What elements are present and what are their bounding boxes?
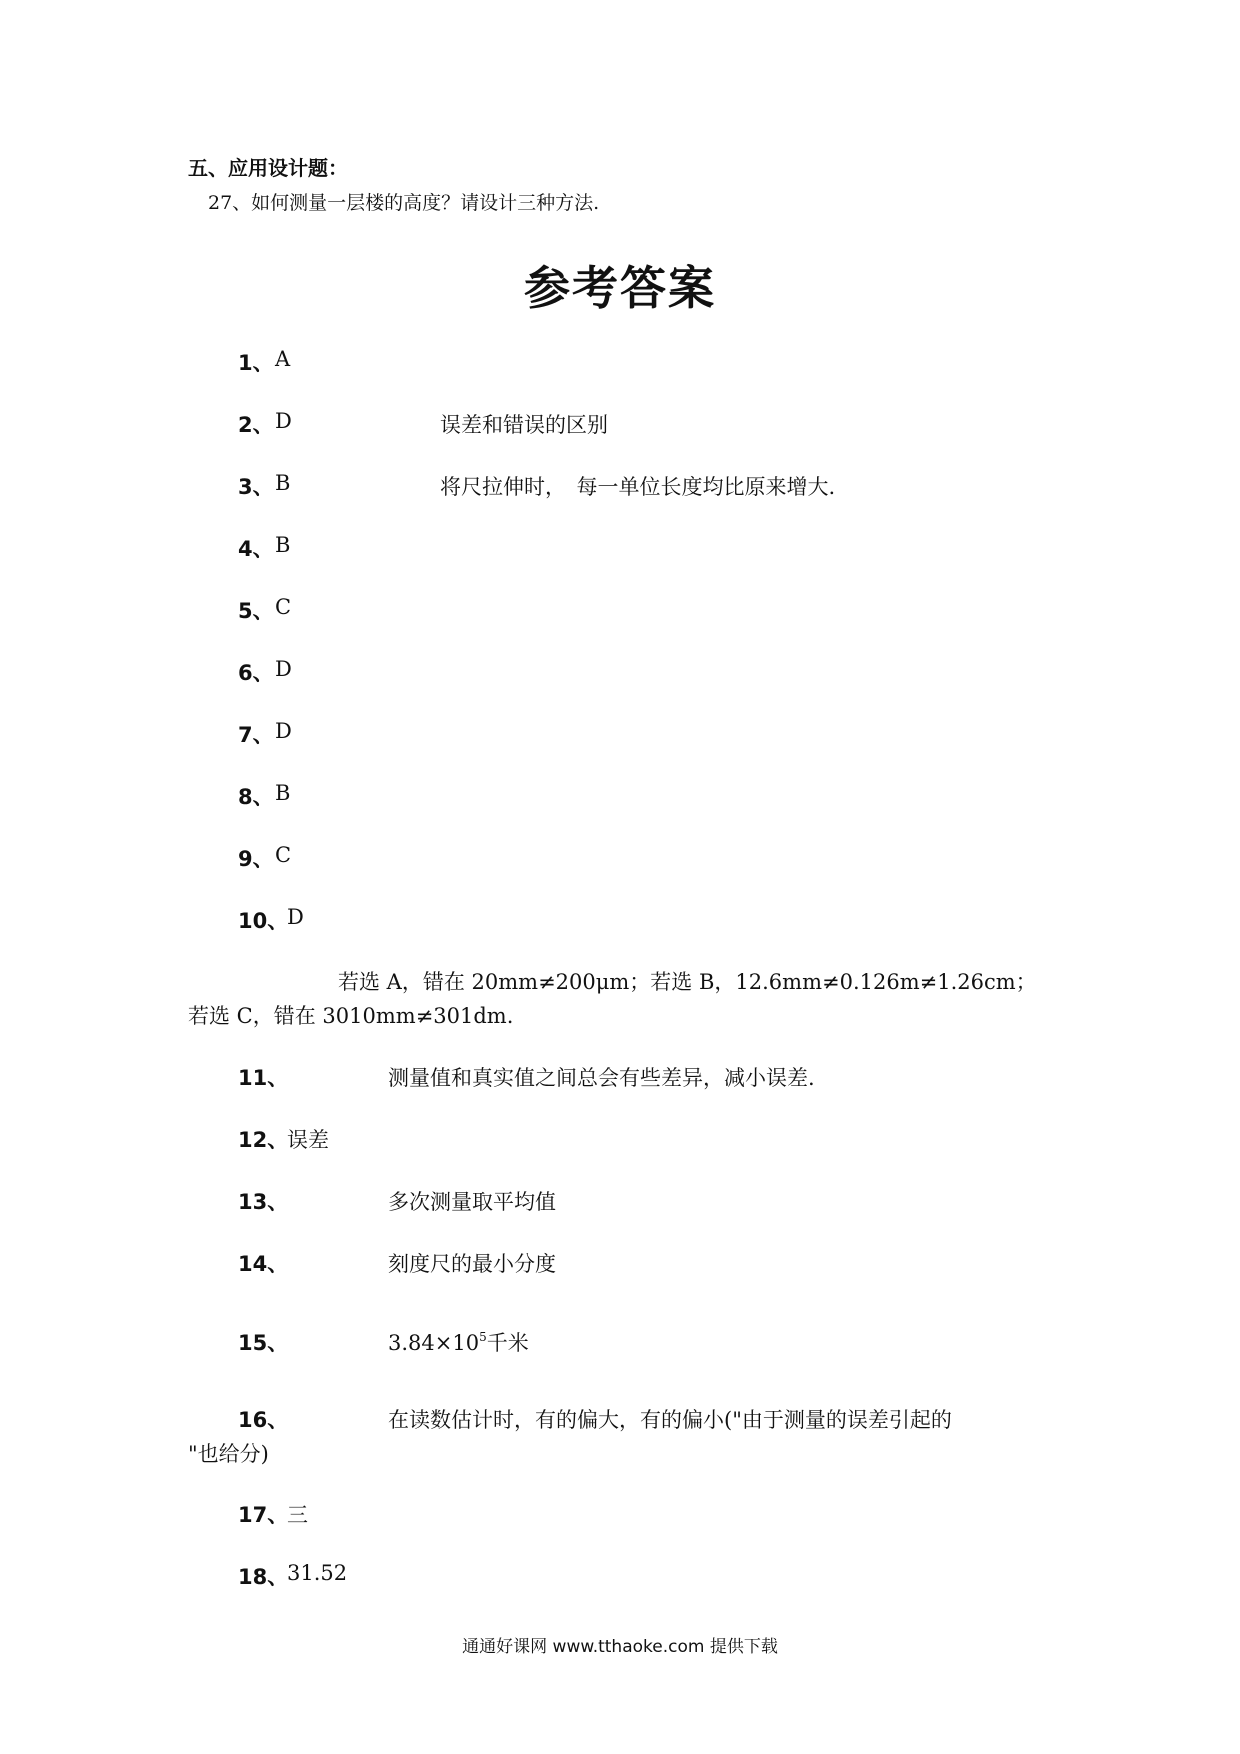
answer-16-continuation: "也给分)	[188, 1442, 269, 1466]
answer-16-number: 16、	[238, 1408, 289, 1432]
answer-9-number: 9、	[238, 847, 274, 871]
answer-12-value: 误差	[287, 1128, 329, 1152]
answer-3-note: 将尺拉伸时， 每一单位长度均比原来增大.	[440, 475, 836, 499]
answer-4-number: 4、	[238, 537, 274, 561]
answer-18-value: 31.52	[287, 1561, 348, 1585]
page-title: 参考答案	[524, 261, 716, 315]
section-heading: 五、应用设计题：	[188, 156, 348, 180]
answer-15-number: 15、	[238, 1331, 289, 1355]
answer-10-explanation-line-2: 若选 C，错在 3010mm≠301dm.	[188, 1004, 514, 1028]
question-27: 27、如何测量一层楼的高度？请设计三种方法.	[208, 192, 600, 214]
answer-11-note: 测量值和真实值之间总会有些差异，减小误差.	[388, 1066, 815, 1090]
answer-7-number: 7、	[238, 723, 274, 747]
answer-8-number: 8、	[238, 785, 274, 809]
answer-13-note: 多次测量取平均值	[388, 1190, 556, 1214]
answer-10-number: 10、	[238, 909, 289, 933]
answer-8-value: B	[275, 781, 291, 805]
answer-2-number: 2、	[238, 413, 274, 437]
answer-3-value: B	[275, 471, 291, 495]
answer-2-value: D	[275, 409, 292, 433]
answer-9-value: C	[275, 843, 292, 867]
answer-2-note: 误差和错误的区别	[440, 413, 608, 437]
answer-10-explanation-line-1: 若选 A，错在 20mm≠200μm；若选 B，12.6mm≠0.126m≠1.26cm；	[338, 970, 1037, 994]
answer-15-base: 3.84×10	[388, 1331, 480, 1355]
answer-15-exponent: 5	[479, 1330, 487, 1344]
answer-6-value: D	[275, 657, 292, 681]
answer-1-value: A	[275, 347, 291, 371]
answer-18-number: 18、	[238, 1565, 289, 1589]
answer-16-note: 在读数估计时，有的偏大，有的偏小("由于测量的误差引起的	[388, 1408, 952, 1432]
footer-source: 通通好课网 www.tthaoke.com 提供下载	[462, 1637, 778, 1657]
answer-3-number: 3、	[238, 475, 274, 499]
answer-7-value: D	[275, 719, 292, 743]
answer-14-number: 14、	[238, 1252, 289, 1276]
answer-11-number: 11、	[238, 1066, 289, 1090]
answer-6-number: 6、	[238, 661, 274, 685]
answer-17-number: 17、	[238, 1503, 289, 1527]
answer-5-number: 5、	[238, 599, 274, 623]
answer-5-value: C	[275, 595, 292, 619]
answer-10-value: D	[287, 905, 304, 929]
answer-17-value: 三	[287, 1503, 308, 1527]
answer-1-number: 1、	[238, 351, 274, 375]
answer-13-number: 13、	[238, 1190, 289, 1214]
answer-4-value: B	[275, 533, 291, 557]
answer-15-unit: 千米	[486, 1331, 529, 1355]
answer-14-note: 刻度尺的最小分度	[388, 1252, 556, 1276]
answer-12-number: 12、	[238, 1128, 289, 1152]
answer-15-note	[388, 1327, 529, 1357]
